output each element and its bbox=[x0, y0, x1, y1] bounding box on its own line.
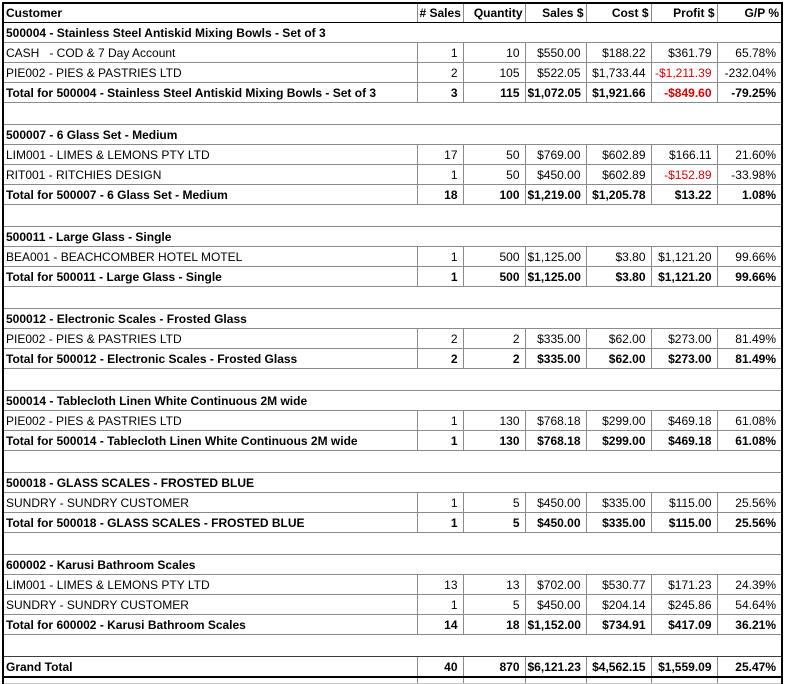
cell-profit[interactable]: $115.00 bbox=[651, 493, 717, 513]
spacer-row bbox=[4, 369, 781, 391]
cell-cost[interactable]: $335.00 bbox=[586, 513, 651, 533]
cell-num-sales[interactable]: 1 bbox=[417, 165, 463, 185]
cell-quantity[interactable]: 130 bbox=[463, 411, 525, 431]
cell-sales[interactable]: $6,121.23 bbox=[525, 657, 586, 678]
customer-detail-row bbox=[4, 145, 781, 165]
spacer-cell bbox=[4, 451, 781, 473]
group-total-row bbox=[4, 349, 781, 369]
cell-profit[interactable]: $1,559.09 bbox=[651, 657, 717, 678]
cell-customer[interactable]: Total for 600002 - Karusi Bathroom Scales bbox=[4, 615, 417, 635]
group-title-cell[interactable]: 500007 - 6 Glass Set - Medium bbox=[4, 125, 781, 145]
group-title-cell[interactable]: 500011 - Large Glass - Single bbox=[4, 227, 781, 247]
product-group-header-row bbox=[4, 555, 781, 575]
cell-gp[interactable]: 25.56% bbox=[717, 513, 781, 533]
partial-cell bbox=[417, 678, 463, 684]
cell-sales[interactable]: $702.00 bbox=[525, 575, 586, 595]
column-header-profit[interactable]: Profit $ bbox=[651, 4, 717, 23]
spacer-cell bbox=[4, 103, 781, 125]
group-title-cell[interactable]: 600002 - Karusi Bathroom Scales bbox=[4, 555, 781, 575]
cell-profit[interactable]: $13.22 bbox=[651, 185, 717, 205]
spacer-cell bbox=[4, 635, 781, 657]
group-total-row bbox=[4, 185, 781, 205]
cell-customer[interactable]: PIE002 - PIES & PASTRIES LTD bbox=[4, 411, 417, 431]
column-header-quantity[interactable]: Quantity bbox=[463, 4, 525, 23]
cell-profit[interactable]: -$152.89 bbox=[651, 165, 717, 185]
cell-quantity[interactable]: 130 bbox=[463, 431, 525, 451]
customer-detail-row bbox=[4, 493, 781, 513]
cell-profit[interactable]: -$849.60 bbox=[651, 83, 717, 103]
cell-cost[interactable]: $62.00 bbox=[586, 329, 651, 349]
report-table bbox=[4, 4, 781, 678]
cell-sales[interactable]: $550.00 bbox=[525, 43, 586, 63]
cell-sales[interactable]: $335.00 bbox=[525, 349, 586, 369]
cell-customer[interactable]: Total for 500018 - GLASS SCALES - FROSTED BLUE bbox=[4, 513, 417, 533]
cell-num-sales[interactable]: 1 bbox=[417, 411, 463, 431]
cell-sales[interactable]: $1,152.00 bbox=[525, 615, 586, 635]
spacer-row bbox=[4, 205, 781, 227]
cell-gp[interactable]: 25.47% bbox=[717, 657, 781, 678]
group-title-cell[interactable]: 500014 - Tablecloth Linen White Continuous 2M wide bbox=[4, 391, 781, 411]
cell-quantity[interactable]: 5 bbox=[463, 493, 525, 513]
cell-num-sales[interactable]: 18 bbox=[417, 185, 463, 205]
cell-sales[interactable]: $450.00 bbox=[525, 513, 586, 533]
customer-detail-row bbox=[4, 575, 781, 595]
customer-detail-row bbox=[4, 411, 781, 431]
cell-cost[interactable]: $204.14 bbox=[586, 595, 651, 615]
cell-quantity[interactable]: 115 bbox=[463, 83, 525, 103]
partial-cell bbox=[4, 678, 417, 684]
cell-sales[interactable]: $522.05 bbox=[525, 63, 586, 83]
cell-cost[interactable]: $1,921.66 bbox=[586, 83, 651, 103]
group-total-row bbox=[4, 83, 781, 103]
partial-cell bbox=[651, 678, 717, 684]
cell-cost[interactable]: $299.00 bbox=[586, 411, 651, 431]
cell-sales[interactable]: $1,125.00 bbox=[525, 267, 586, 287]
column-header-cost[interactable]: Cost $ bbox=[586, 4, 651, 23]
cell-cost[interactable]: $602.89 bbox=[586, 145, 651, 165]
cell-cost[interactable]: $299.00 bbox=[586, 431, 651, 451]
grand-total-row bbox=[4, 657, 781, 678]
cell-gp[interactable]: 24.39% bbox=[717, 575, 781, 595]
cell-customer[interactable]: PIE002 - PIES & PASTRIES LTD bbox=[4, 63, 417, 83]
cell-profit[interactable]: $166.11 bbox=[651, 145, 717, 165]
cell-quantity[interactable]: 13 bbox=[463, 575, 525, 595]
cell-sales[interactable]: $450.00 bbox=[525, 493, 586, 513]
group-total-row bbox=[4, 431, 781, 451]
partial-cell bbox=[463, 678, 525, 684]
cell-profit[interactable]: $171.23 bbox=[651, 575, 717, 595]
cell-gp[interactable]: 21.60% bbox=[717, 145, 781, 165]
cell-quantity[interactable]: 10 bbox=[463, 43, 525, 63]
cell-num-sales[interactable]: 1 bbox=[417, 43, 463, 63]
column-header-row bbox=[4, 4, 781, 23]
cell-quantity[interactable]: 5 bbox=[463, 513, 525, 533]
cell-customer[interactable]: Total for 500004 - Stainless Steel Antiskid Mixing Bowls - Set of 3 bbox=[4, 83, 417, 103]
cell-gp[interactable]: 36.21% bbox=[717, 615, 781, 635]
cell-gp[interactable]: 61.08% bbox=[717, 411, 781, 431]
spacer-cell bbox=[4, 369, 781, 391]
cell-gp[interactable]: 1.08% bbox=[717, 185, 781, 205]
customer-detail-row bbox=[4, 43, 781, 63]
group-total-row bbox=[4, 267, 781, 287]
product-group-header-row bbox=[4, 473, 781, 493]
cell-cost[interactable]: $1,733.44 bbox=[586, 63, 651, 83]
cell-profit[interactable]: $115.00 bbox=[651, 513, 717, 533]
cell-num-sales[interactable]: 3 bbox=[417, 83, 463, 103]
report-body bbox=[4, 23, 781, 678]
cell-cost[interactable]: $1,205.78 bbox=[586, 185, 651, 205]
cell-profit[interactable]: $469.18 bbox=[651, 411, 717, 431]
cell-sales[interactable]: $768.18 bbox=[525, 411, 586, 431]
cell-quantity[interactable]: 18 bbox=[463, 615, 525, 635]
cell-quantity[interactable]: 50 bbox=[463, 145, 525, 165]
cell-gp[interactable]: -33.98% bbox=[717, 165, 781, 185]
cell-gp[interactable]: 25.56% bbox=[717, 493, 781, 513]
customer-detail-row bbox=[4, 329, 781, 349]
cell-gp[interactable]: 99.66% bbox=[717, 267, 781, 287]
cell-customer[interactable]: SUNDRY - SUNDRY CUSTOMER bbox=[4, 493, 417, 513]
cell-quantity[interactable]: 2 bbox=[463, 329, 525, 349]
cell-profit[interactable]: $469.18 bbox=[651, 431, 717, 451]
spacer-row bbox=[4, 451, 781, 473]
cell-customer[interactable]: Total for 500011 - Large Glass - Single bbox=[4, 267, 417, 287]
cell-gp[interactable]: 61.08% bbox=[717, 431, 781, 451]
cell-cost[interactable]: $3.80 bbox=[586, 247, 651, 267]
product-group-header-row bbox=[4, 125, 781, 145]
product-group-header-row bbox=[4, 391, 781, 411]
cell-customer[interactable]: Total for 500012 - Electronic Scales - Frosted Glass bbox=[4, 349, 417, 369]
cell-cost[interactable]: $3.80 bbox=[586, 267, 651, 287]
product-group-header-row bbox=[4, 227, 781, 247]
cell-cost[interactable]: $602.89 bbox=[586, 165, 651, 185]
cell-sales[interactable]: $768.18 bbox=[525, 431, 586, 451]
cell-gp[interactable]: 54.64% bbox=[717, 595, 781, 615]
customer-detail-row bbox=[4, 247, 781, 267]
cell-customer[interactable]: SUNDRY - SUNDRY CUSTOMER bbox=[4, 595, 417, 615]
cell-gp[interactable]: 65.78% bbox=[717, 43, 781, 63]
column-header-gp[interactable]: G/P % bbox=[717, 4, 781, 23]
partial-empty-row bbox=[4, 678, 781, 684]
cell-profit[interactable]: $361.79 bbox=[651, 43, 717, 63]
cell-gp[interactable]: 81.49% bbox=[717, 329, 781, 349]
column-header-num-sales[interactable]: # Sales bbox=[417, 4, 463, 23]
product-group-header-row bbox=[4, 309, 781, 329]
spacer-cell bbox=[4, 287, 781, 309]
cell-customer[interactable]: RIT001 - RITCHIES DESIGN bbox=[4, 165, 417, 185]
cell-profit[interactable]: $417.09 bbox=[651, 615, 717, 635]
customer-detail-row bbox=[4, 165, 781, 185]
column-header-customer[interactable]: Customer bbox=[4, 4, 417, 23]
cell-sales[interactable]: $769.00 bbox=[525, 145, 586, 165]
cell-num-sales[interactable]: 14 bbox=[417, 615, 463, 635]
cell-num-sales[interactable]: 2 bbox=[417, 63, 463, 83]
cell-cost[interactable]: $188.22 bbox=[586, 43, 651, 63]
cell-num-sales[interactable]: 17 bbox=[417, 145, 463, 165]
cell-cost[interactable]: $734.91 bbox=[586, 615, 651, 635]
cell-gp[interactable]: 99.66% bbox=[717, 247, 781, 267]
customer-detail-row bbox=[4, 595, 781, 615]
spacer-row bbox=[4, 635, 781, 657]
column-header-sales[interactable]: Sales $ bbox=[525, 4, 586, 23]
cell-num-sales[interactable]: 13 bbox=[417, 575, 463, 595]
group-title-cell[interactable]: 500004 - Stainless Steel Antiskid Mixing Bowls - Set of 3 bbox=[4, 23, 781, 43]
group-title-cell[interactable]: 500018 - GLASS SCALES - FROSTED BLUE bbox=[4, 473, 781, 493]
cell-gp[interactable]: -79.25% bbox=[717, 83, 781, 103]
partial-cell bbox=[525, 678, 586, 684]
cell-num-sales[interactable]: 1 bbox=[417, 595, 463, 615]
spacer-row bbox=[4, 287, 781, 309]
next-row-gridline-stub bbox=[4, 678, 781, 684]
cell-profit[interactable]: $245.86 bbox=[651, 595, 717, 615]
cell-num-sales[interactable]: 2 bbox=[417, 329, 463, 349]
customer-detail-row bbox=[4, 63, 781, 83]
cell-profit[interactable]: $273.00 bbox=[651, 349, 717, 369]
group-total-row bbox=[4, 615, 781, 635]
cell-sales[interactable]: $450.00 bbox=[525, 165, 586, 185]
cell-num-sales[interactable]: 1 bbox=[417, 513, 463, 533]
partial-cell bbox=[586, 678, 651, 684]
cell-sales[interactable]: $335.00 bbox=[525, 329, 586, 349]
cell-sales[interactable]: $1,072.05 bbox=[525, 83, 586, 103]
sales-by-item-report bbox=[2, 2, 783, 684]
spacer-cell bbox=[4, 205, 781, 227]
cell-quantity[interactable]: 100 bbox=[463, 185, 525, 205]
cell-quantity[interactable]: 2 bbox=[463, 349, 525, 369]
cell-customer[interactable]: Total for 500007 - 6 Glass Set - Medium bbox=[4, 185, 417, 205]
cell-customer[interactable]: CASH - COD & 7 Day Account bbox=[4, 43, 417, 63]
cell-num-sales[interactable]: 1 bbox=[417, 493, 463, 513]
cell-gp[interactable]: 81.49% bbox=[717, 349, 781, 369]
spacer-row bbox=[4, 103, 781, 125]
cell-customer[interactable]: PIE002 - PIES & PASTRIES LTD bbox=[4, 329, 417, 349]
cell-customer[interactable]: LIM001 - LIMES & LEMONS PTY LTD bbox=[4, 145, 417, 165]
cell-customer[interactable]: LIM001 - LIMES & LEMONS PTY LTD bbox=[4, 575, 417, 595]
cell-num-sales[interactable]: 1 bbox=[417, 267, 463, 287]
cell-cost[interactable]: $530.77 bbox=[586, 575, 651, 595]
cell-num-sales[interactable]: 2 bbox=[417, 349, 463, 369]
cell-quantity[interactable]: 500 bbox=[463, 267, 525, 287]
cell-num-sales[interactable]: 40 bbox=[417, 657, 463, 678]
cell-profit[interactable]: $1,121.20 bbox=[651, 247, 717, 267]
cell-quantity[interactable]: 870 bbox=[463, 657, 525, 678]
cell-sales[interactable]: $450.00 bbox=[525, 595, 586, 615]
cell-num-sales[interactable]: 1 bbox=[417, 247, 463, 267]
cell-sales[interactable]: $1,125.00 bbox=[525, 247, 586, 267]
cell-quantity[interactable]: 105 bbox=[463, 63, 525, 83]
partial-cell bbox=[717, 678, 781, 684]
group-title-cell[interactable]: 500012 - Electronic Scales - Frosted Glass bbox=[4, 309, 781, 329]
cell-gp[interactable]: -232.04% bbox=[717, 63, 781, 83]
cell-cost[interactable]: $4,562.15 bbox=[586, 657, 651, 678]
product-group-header-row bbox=[4, 23, 781, 43]
cell-quantity[interactable]: 5 bbox=[463, 595, 525, 615]
cell-customer[interactable]: Total for 500014 - Tablecloth Linen White Continuous 2M wide bbox=[4, 431, 417, 451]
cell-customer[interactable]: BEA001 - BEACHCOMBER HOTEL MOTEL bbox=[4, 247, 417, 267]
cell-profit[interactable]: -$1,211.39 bbox=[651, 63, 717, 83]
cell-quantity[interactable]: 50 bbox=[463, 165, 525, 185]
cell-cost[interactable]: $335.00 bbox=[586, 493, 651, 513]
cell-profit[interactable]: $273.00 bbox=[651, 329, 717, 349]
cell-num-sales[interactable]: 1 bbox=[417, 431, 463, 451]
spacer-cell bbox=[4, 533, 781, 555]
cell-customer[interactable]: Grand Total bbox=[4, 657, 417, 678]
group-total-row bbox=[4, 513, 781, 533]
cell-sales[interactable]: $1,219.00 bbox=[525, 185, 586, 205]
spacer-row bbox=[4, 533, 781, 555]
cell-quantity[interactable]: 500 bbox=[463, 247, 525, 267]
cell-profit[interactable]: $1,121.20 bbox=[651, 267, 717, 287]
cell-cost[interactable]: $62.00 bbox=[586, 349, 651, 369]
